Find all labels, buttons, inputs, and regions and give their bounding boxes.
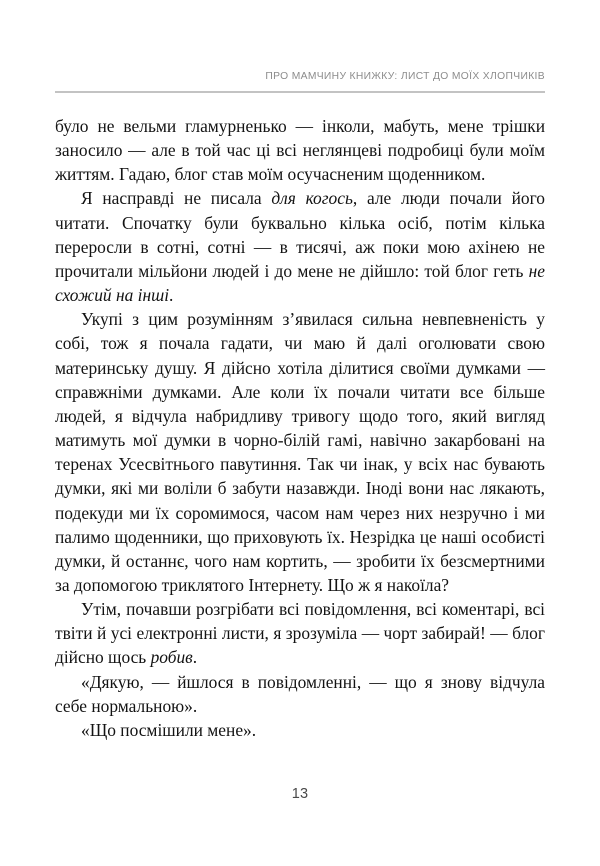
header-rule-divider [55, 91, 545, 93]
body-text-run: , але люди почали його читати. Спочатку були буквально кілька осіб, потім кілька переросли в сотні, сотні — в тисячі, аж поки мою ахінею не прочитали мільйони людей і до мене не дійшло: той блог геть [55, 188, 545, 281]
body-text-run: . [192, 647, 198, 668]
body-text-run: «Що посмішили мене». [81, 719, 257, 740]
body-text-run: Утім, почавши розгрібати всі повідомлення, всі коментарі, всі твіти й усі електронні листи, я зрозуміла — чорт забирай! — блог дійсно щось [55, 599, 545, 668]
emphasis-text: для когось [271, 188, 353, 209]
emphasis-text: не схожий на інші [55, 260, 545, 306]
body-paragraph [55, 597, 545, 669]
body-paragraph [55, 718, 545, 742]
body-text-run: Я насправді не писала [81, 188, 272, 209]
body-paragraph [55, 670, 545, 718]
body-text-block [55, 114, 545, 742]
body-text-run: було не вельми гламурненько — інколи, мабуть, мене трішки заносило — але в той час ці всі неглянцеві подробиці були моїм життям. Гадаю, блог став моїм осучасненим щоденником. [55, 116, 545, 185]
body-paragraph [55, 114, 545, 186]
body-paragraph [55, 186, 545, 307]
body-paragraph [55, 307, 545, 597]
emphasis-text: робив [150, 647, 193, 668]
running-header: ПРО МАМЧИНУ КНИЖКУ: ЛИСТ ДО МОЇХ ХЛОПЧИКІВ [265, 71, 545, 82]
body-text-run: «Дякую, — йшлося в повідомленні, — що я знову відчула себе нормальною». [55, 671, 545, 716]
body-text-run: . [169, 285, 174, 306]
page-number: 13 [291, 786, 309, 802]
body-text-run: Укупі з цим розумінням з’явилася сильна невпевненість у собі, тож я почала гадати, чи маю й далі оголювати свою материнську душу. Я дійсно хотіла ділитися своїми думками — справжніми думками. Але коли їх почали читати все більше людей, я відчула набридливу тривогу щодо того, який вигляд матимуть мої думки в чорно-білій гамі, навічно закарбовані на теренах Усесвітнього павутиння. Так чи інак, у всіх нас бувають думки, які ми воліли б забути назавжди. Іноді вони нас лякають, подекуди ми їх соромимося, часом нам через них незручно і ми палимо щоденники, що приховують їх. Незрідка це наші особисті думки, й останнє, чого нам кортить, — зробити їх безсмертними за допомогою триклятого Інтернету. Що ж я накоїла? [55, 309, 545, 595]
